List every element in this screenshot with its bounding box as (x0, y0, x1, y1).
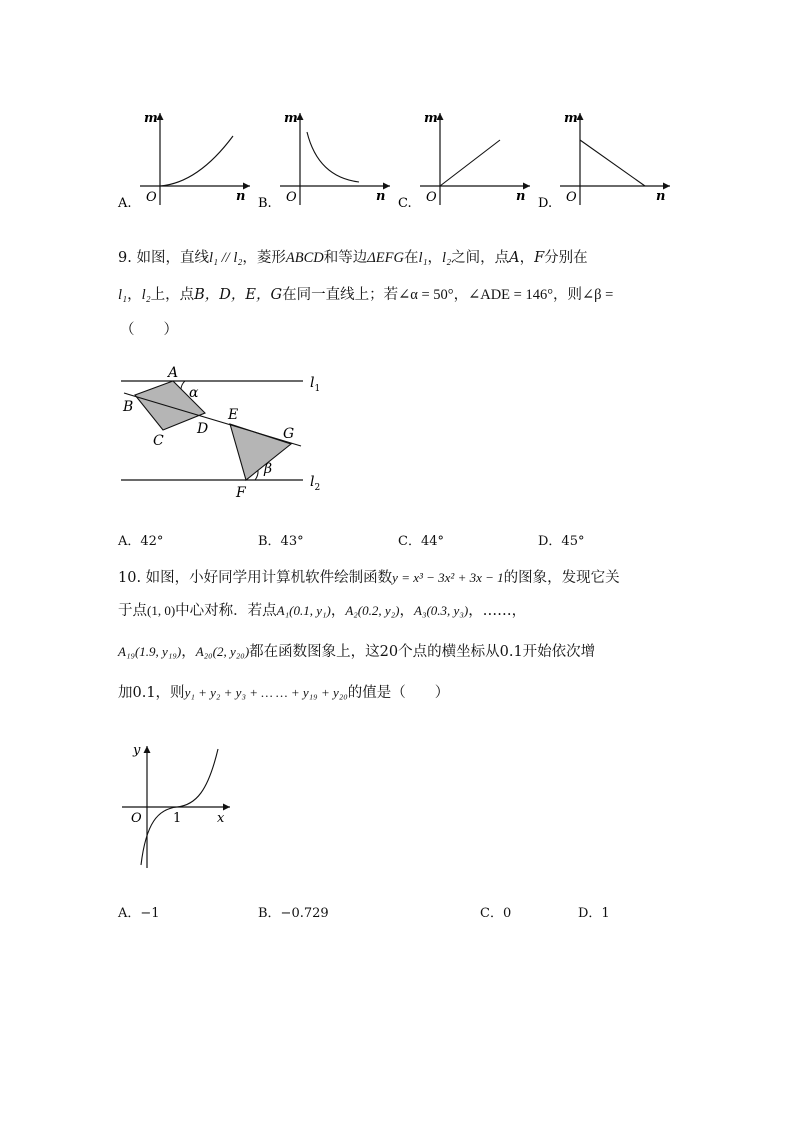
symmetry-center: (1, 0) (147, 603, 176, 618)
line-label-l1: $l_1$ (310, 375, 321, 394)
point-label-g: G (283, 426, 295, 442)
point-label-c: C (153, 433, 164, 449)
origin-label: O (566, 190, 577, 205)
option-label: C. (398, 196, 412, 211)
point-a3: A₃(0.3, y₃) (414, 603, 469, 618)
curve-decreasing (307, 132, 359, 182)
q9-option-a[interactable]: A．42° (118, 534, 164, 549)
origin-label: O (426, 190, 437, 205)
option-label: B. (258, 196, 272, 211)
point-a20: A₂₀(2, y₂₀) (195, 644, 250, 659)
angle-label-beta: β (264, 461, 273, 477)
q9-blank: （ ） (120, 322, 178, 338)
point-a2: A₂(0.2, y₂) (345, 603, 400, 618)
q8-graph-b (258, 105, 398, 210)
axis-label-m: m (284, 111, 298, 126)
point-label-e: E (228, 407, 239, 423)
axis-label-y: y (133, 743, 141, 758)
point-label-d: D (197, 421, 209, 437)
origin-label: O (286, 190, 297, 205)
sum-expression: y₁ + y₂ + y₃ + … … + y₁₉ + y₂₀ (184, 685, 348, 700)
function-expression: y = x³ − 3x² + 3x − 1 (392, 570, 504, 585)
q10-option-b[interactable]: B．−0.729 (258, 906, 329, 921)
option-label: D. (538, 196, 553, 211)
rhombus-name: ABCD (285, 250, 324, 266)
q9-option-b[interactable]: B．43° (258, 534, 304, 549)
option-label: A. (118, 196, 132, 211)
axis-label-x: x (217, 811, 225, 826)
q10-line-2: 于点(1, 0)中心对称．若点A₁(0.1, y₁)，A₂(0.2, y₂)，A₃(0.3, y₃)，……， (118, 603, 527, 619)
triangle-efg (230, 424, 291, 480)
line-label-l2: $l_2$ (310, 474, 321, 493)
curve-increasing-convex (160, 136, 233, 186)
point-label-f: F (236, 485, 246, 501)
alpha-equation: ∠α = 50° (398, 287, 454, 303)
angle-label-alpha: α (189, 385, 199, 401)
point-label-a: A (168, 365, 179, 381)
axis-label-n: n (656, 189, 666, 204)
axis-label-m: m (424, 111, 438, 126)
axis-label-n: n (236, 189, 246, 204)
point-a19: A₁₉(1.9, y₁₉) (118, 644, 182, 659)
q10-line-3: A₁₉(1.9, y₁₉)，A₂₀(2, y₂₀)都在函数图象上，这20个点的横坐标从0.1开始依次增 (118, 644, 596, 660)
q8-graph-d (538, 105, 678, 210)
axis-label-n: n (516, 189, 526, 204)
line-increasing (440, 140, 500, 186)
axis-label-m: m (564, 111, 578, 126)
axis-label-m: m (144, 111, 158, 126)
point-label-b: B (123, 399, 134, 415)
q8-graph-c (398, 105, 538, 210)
axis-label-n: n (376, 189, 386, 204)
q9-option-d[interactable]: D．45° (538, 534, 585, 549)
q10-option-d[interactable]: D．1 (578, 906, 610, 921)
tick-label-1: 1 (173, 811, 182, 826)
q10-line-1: 10. 如图，小好同学用计算机软件绘制函数y = x³ − 3x² + 3x − 1的图象，发现它关 (118, 570, 620, 586)
ade-equation: ∠ADE = 146° (468, 287, 554, 303)
q9-figure (115, 360, 335, 505)
q10-line-4: 加0.1，则y₁ + y₂ + y₃ + … … + y₁₉ + y₂₀的值是（ ） (118, 685, 450, 701)
triangle-name: ΔEFG (367, 250, 404, 266)
origin-label: O (146, 190, 157, 205)
origin-label: O (131, 811, 142, 826)
parallel-lines: l₁ // l₂ (208, 250, 243, 266)
alpha-arc (181, 381, 185, 389)
q10-figure (118, 738, 238, 873)
q9-option-c[interactable]: C．44° (398, 534, 444, 549)
q9-line-2: l₁，l₂上，点B，D，E，G在同一直线上；若∠α = 50°，∠ADE = 146°，则∠β = (118, 287, 614, 303)
line-bdeg (124, 393, 301, 446)
q8-graph-a (118, 105, 258, 210)
q10-option-c[interactable]: C．0 (480, 906, 512, 921)
q9-line-1: 9. 如图，直线l₁ // l₂，菱形ABCD和等边ΔEFG在l₁，l₂之间，点A，F分别在 (118, 250, 588, 266)
line-decreasing (580, 140, 645, 186)
beta-equation: ∠β = (582, 287, 614, 303)
point-a1: A₁(0.1, y₁) (276, 603, 331, 618)
q10-option-a[interactable]: A．−1 (118, 906, 160, 921)
